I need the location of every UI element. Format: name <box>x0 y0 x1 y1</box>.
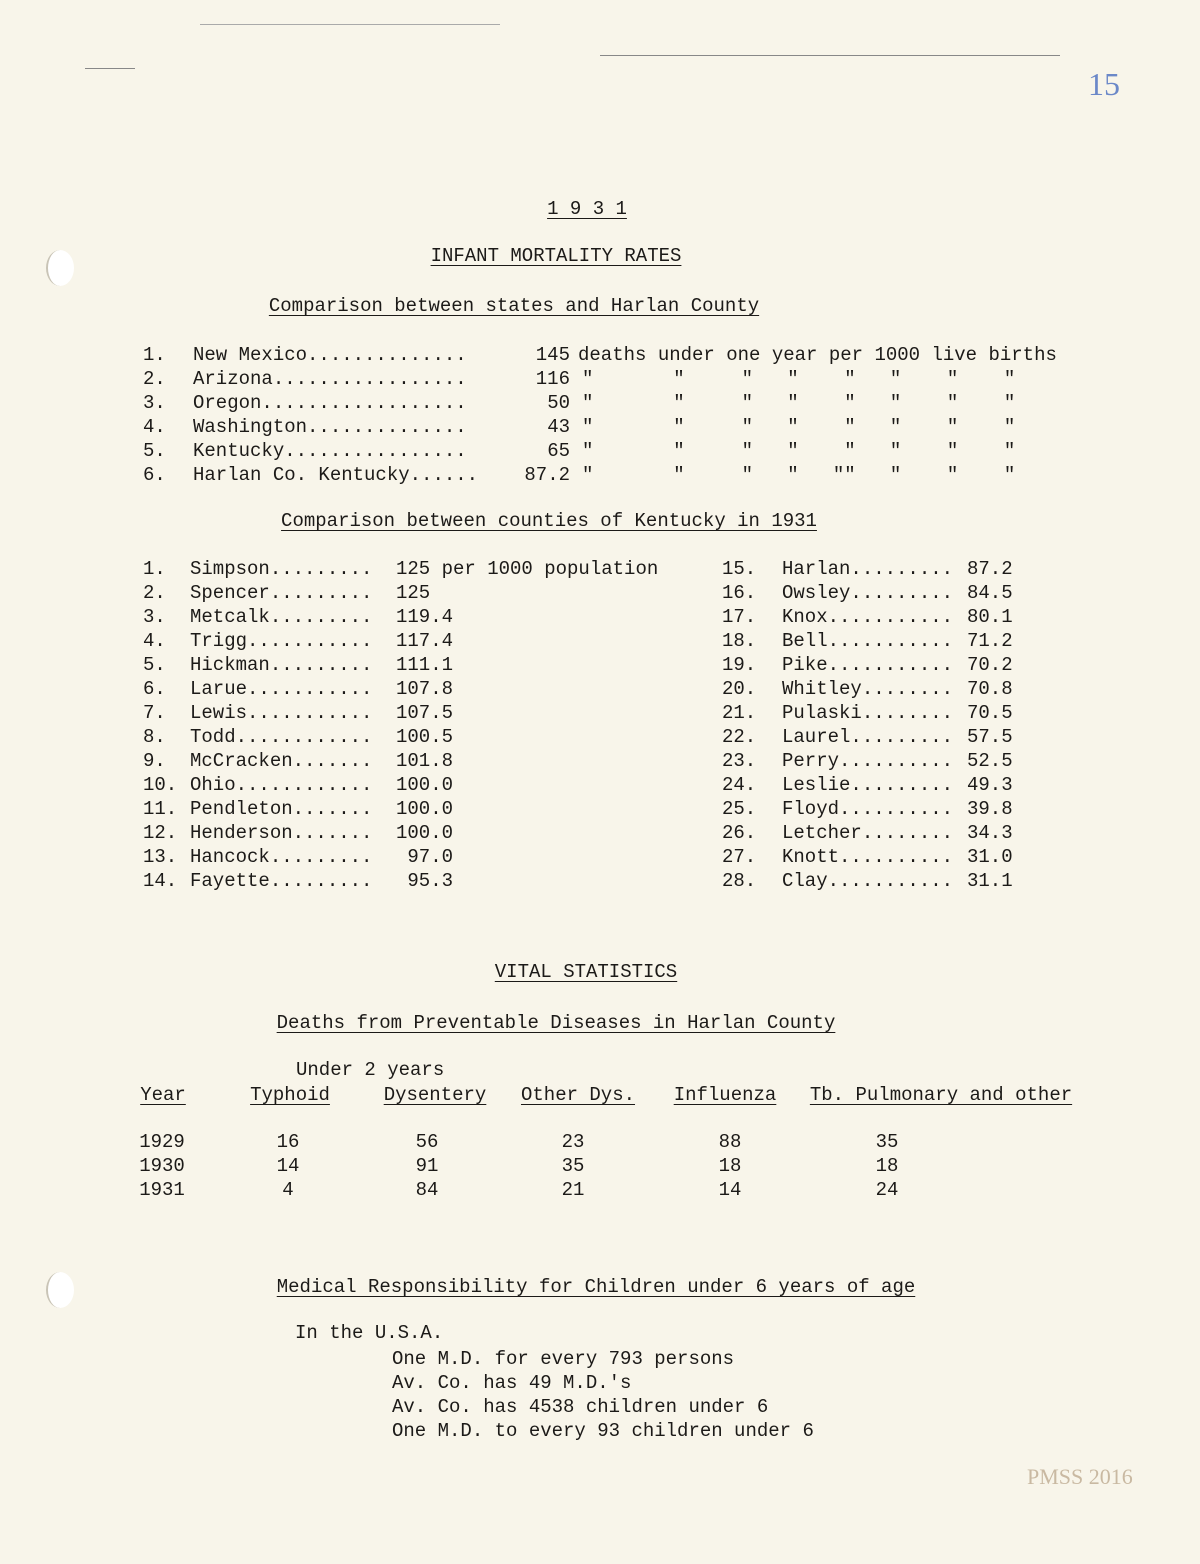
county-rate: 34.3 <box>967 822 1013 844</box>
county-number: 9. <box>143 750 166 772</box>
rate-unit: " " " " " " " " <box>582 392 1016 414</box>
county-rate: 100.0 <box>396 822 454 844</box>
state-rate: 116 <box>535 368 570 390</box>
county-number: 18. <box>722 630 757 652</box>
county-rate: 97.0 <box>396 846 454 868</box>
counties-subtitle: Comparison between counties of Kentucky in 1931 <box>281 510 817 532</box>
county-name: Larue........... <box>190 678 373 700</box>
column-header: Typhoid <box>250 1084 330 1106</box>
page-number: 15 <box>1088 66 1120 102</box>
county-number: 15. <box>722 558 757 580</box>
county-rate: 70.8 <box>967 678 1013 700</box>
state-name: New Mexico.............. <box>193 344 467 366</box>
state-rate: 50 <box>547 392 570 414</box>
death-count-cell: 24 <box>875 1179 899 1201</box>
county-number: 1. <box>143 558 166 580</box>
county-name: Trigg........... <box>190 630 373 652</box>
group-label: Under 2 years <box>296 1059 445 1081</box>
states-subtitle: Comparison between states and Harlan County <box>268 295 760 317</box>
column-header: Other Dys. <box>520 1084 636 1106</box>
watermark: PMSS 2016 <box>1027 1464 1133 1489</box>
county-number: 24. <box>722 774 757 796</box>
county-number: 8. <box>143 726 166 748</box>
county-number: 27. <box>722 846 757 868</box>
state-rate: 43 <box>547 416 570 438</box>
county-number: 22. <box>722 726 757 748</box>
row-number: 2. <box>143 368 166 390</box>
county-name: Hancock......... <box>190 846 373 868</box>
county-name: Perry.......... <box>782 750 954 772</box>
county-number: 4. <box>143 630 166 652</box>
death-count-cell: 16 <box>276 1131 300 1153</box>
county-name: Letcher........ <box>782 822 954 844</box>
county-name: Lewis........... <box>190 702 373 724</box>
county-number: 26. <box>722 822 757 844</box>
death-count-cell: 91 <box>415 1155 439 1177</box>
row-number: 6. <box>143 464 166 486</box>
county-rate: 100.5 <box>396 726 454 748</box>
death-count-cell: 56 <box>415 1131 439 1153</box>
medical-line: One M.D. for every 793 persons <box>392 1348 735 1370</box>
margin-mark <box>200 24 500 25</box>
county-rate: 87.2 <box>967 558 1013 580</box>
county-rate: 52.5 <box>967 750 1013 772</box>
death-count-cell: 14 <box>718 1179 742 1201</box>
county-number: 28. <box>722 870 757 892</box>
row-number: 3. <box>143 392 166 414</box>
county-rate: 125 <box>396 582 431 604</box>
rate-unit: deaths under one year per 1000 live births <box>578 344 1057 366</box>
year-cell: 1931 <box>139 1179 185 1201</box>
rate-unit: " " " " " " " " <box>582 416 1016 438</box>
year-cell: 1929 <box>139 1131 185 1153</box>
county-rate: 101.8 <box>396 750 454 772</box>
row-number: 4. <box>143 416 166 438</box>
page-title: INFANT MORTALITY RATES <box>430 245 682 267</box>
county-name: Leslie......... <box>782 774 954 796</box>
column-header: Year <box>140 1084 186 1106</box>
county-name: Knox........... <box>782 606 954 628</box>
county-number: 17. <box>722 606 757 628</box>
county-name: Fayette......... <box>190 870 373 892</box>
county-name: Bell........... <box>782 630 954 652</box>
death-count-cell: 21 <box>561 1179 585 1201</box>
county-name: Simpson......... <box>190 558 373 580</box>
state-name: Kentucky................ <box>193 440 479 462</box>
state-rate: 145 <box>535 344 570 366</box>
state-name: Harlan Co. Kentucky...... <box>193 464 490 486</box>
county-name: Spencer......... <box>190 582 373 604</box>
death-count-cell: 35 <box>561 1155 585 1177</box>
medical-title: Medical Responsibility for Children under 6 years of age <box>276 1276 916 1298</box>
death-count-cell: 4 <box>282 1179 294 1201</box>
county-rate: 117.4 <box>396 630 454 652</box>
county-name: Whitley........ <box>782 678 954 700</box>
county-number: 11. <box>143 798 178 820</box>
county-rate: 31.1 <box>967 870 1013 892</box>
county-name: Hickman......... <box>190 654 373 676</box>
state-name: Washington.............. <box>193 416 479 438</box>
vital-title: VITAL STATISTICS <box>494 961 678 983</box>
county-name: McCracken....... <box>190 750 373 772</box>
county-name: Owsley......... <box>782 582 954 604</box>
year-heading: 1 9 3 1 <box>547 198 627 220</box>
punch-hole <box>46 250 74 286</box>
county-rate: 39.8 <box>967 798 1013 820</box>
county-number: 14. <box>143 870 178 892</box>
county-rate: 111.1 <box>396 654 454 676</box>
county-rate: 31.0 <box>967 846 1013 868</box>
county-rate: 119.4 <box>396 606 454 628</box>
county-rate: 100.0 <box>396 798 454 820</box>
margin-mark <box>85 68 135 69</box>
death-count-cell: 14 <box>276 1155 300 1177</box>
county-rate: 125 per 1000 population <box>396 558 659 580</box>
county-name: Todd............ <box>190 726 373 748</box>
county-number: 21. <box>722 702 757 724</box>
county-name: Henderson....... <box>190 822 373 844</box>
county-number: 3. <box>143 606 166 628</box>
county-rate: 57.5 <box>967 726 1013 748</box>
county-name: Metcalk......... <box>190 606 373 628</box>
rate-unit: " " " " " " " " <box>582 440 1016 462</box>
county-number: 23. <box>722 750 757 772</box>
county-number: 10. <box>143 774 178 796</box>
county-name: Floyd.......... <box>782 798 954 820</box>
county-name: Ohio............ <box>190 774 373 796</box>
row-number: 5. <box>143 440 166 462</box>
medical-intro: In the U.S.A. <box>295 1322 444 1344</box>
column-header: Tb. Pulmonary and other <box>809 1084 1073 1106</box>
county-number: 12. <box>143 822 178 844</box>
column-header: Influenza <box>673 1084 777 1106</box>
county-name: Knott.......... <box>782 846 954 868</box>
rate-unit: " " " " " " " " <box>582 368 1016 390</box>
county-name: Harlan......... <box>782 558 954 580</box>
medical-line: Av. Co. has 49 M.D.'s <box>392 1372 632 1394</box>
state-rate: 65 <box>547 440 570 462</box>
vital-subtitle: Deaths from Preventable Diseases in Harlan County <box>276 1012 836 1034</box>
county-rate: 80.1 <box>967 606 1013 628</box>
county-name: Clay........... <box>782 870 954 892</box>
county-number: 13. <box>143 846 178 868</box>
county-number: 16. <box>722 582 757 604</box>
medical-line: One M.D. to every 93 children under 6 <box>392 1420 814 1442</box>
county-rate: 100.0 <box>396 774 454 796</box>
death-count-cell: 18 <box>718 1155 742 1177</box>
county-number: 20. <box>722 678 757 700</box>
rate-unit: " " " " "" " " " <box>582 464 1016 486</box>
county-rate: 70.2 <box>967 654 1013 676</box>
state-name: Oregon.................. <box>193 392 479 414</box>
year-cell: 1930 <box>139 1155 185 1177</box>
county-rate: 70.5 <box>967 702 1013 724</box>
county-number: 5. <box>143 654 166 676</box>
county-rate: 71.2 <box>967 630 1013 652</box>
state-name: Arizona................. <box>193 368 467 390</box>
column-header: Dysentery <box>383 1084 487 1106</box>
county-rate: 107.8 <box>396 678 454 700</box>
death-count-cell: 35 <box>875 1131 899 1153</box>
county-name: Pulaski........ <box>782 702 954 724</box>
county-name: Pike........... <box>782 654 954 676</box>
death-count-cell: 88 <box>718 1131 742 1153</box>
punch-hole <box>46 1272 74 1308</box>
county-number: 6. <box>143 678 166 700</box>
county-name: Pendleton....... <box>190 798 373 820</box>
county-number: 7. <box>143 702 166 724</box>
row-number: 1. <box>143 344 166 366</box>
margin-mark <box>600 55 1060 56</box>
county-rate: 107.5 <box>396 702 454 724</box>
county-number: 25. <box>722 798 757 820</box>
county-rate: 84.5 <box>967 582 1013 604</box>
county-rate: 49.3 <box>967 774 1013 796</box>
county-number: 2. <box>143 582 166 604</box>
death-count-cell: 23 <box>561 1131 585 1153</box>
state-rate: 87.2 <box>524 464 570 486</box>
county-rate: 95.3 <box>396 870 454 892</box>
medical-line: Av. Co. has 4538 children under 6 <box>392 1396 769 1418</box>
county-name: Laurel......... <box>782 726 954 748</box>
death-count-cell: 18 <box>875 1155 899 1177</box>
county-number: 19. <box>722 654 757 676</box>
death-count-cell: 84 <box>415 1179 439 1201</box>
